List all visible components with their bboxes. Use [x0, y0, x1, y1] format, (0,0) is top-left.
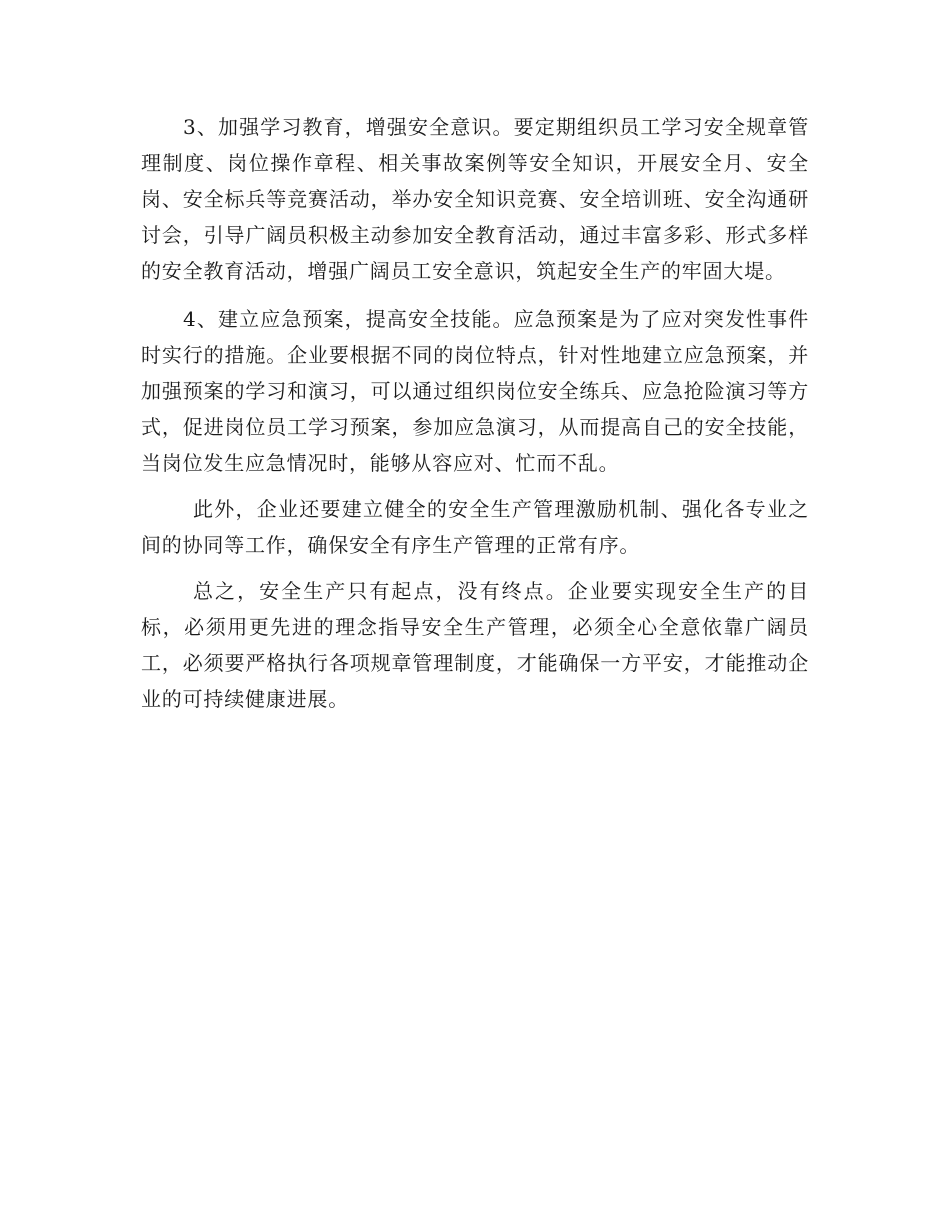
paragraph-learning-education: 3、加强学习教育，增强安全意识。要定期组织员工学习安全规章管理制度、岗位操作章程、相关事故案例等安全知识，开展安全月、安全岗、安全标兵等竞赛活动，举办安全知识竞赛、安全培训班、安全沟通研讨会，引导广阔员积极主动参加安全教育活动，通过丰富多彩、形式多样的安全教育活动，增强广阔员工安全意识，筑起安全生产的牢固大堤。: [141, 115, 809, 283]
paragraph-incentive-mechanism: 此外，企业还要建立健全的安全生产管理激励机制、强化各专业之间的协同等工作，确保安全有序生产管理的正常有序。: [141, 497, 809, 557]
paragraph-emergency-plan: 4、建立应急预案，提高安全技能。应急预案是为了应对突发性事件时实行的措施。企业要根据不同的岗位特点，针对性地建立应急预案，并加强预案的学习和演习，可以通过组织岗位安全练兵、应急抢险演习等方式，促进岗位员工学习预案，参加应急演习，从而提高自己的安全技能，当岗位发生应急情况时，能够从容应对、忙而不乱。: [141, 307, 809, 475]
paragraph-conclusion: 总之，安全生产只有起点，没有终点。企业要实现安全生产的目标，必须用更先进的理念指导安全生产管理，必须全心全意依靠广阔员工，必须要严格执行各项规章管理制度，才能确保一方平安，才能推动企业的可持续健康进展。: [141, 579, 809, 711]
document-body: [141, 109, 809, 717]
